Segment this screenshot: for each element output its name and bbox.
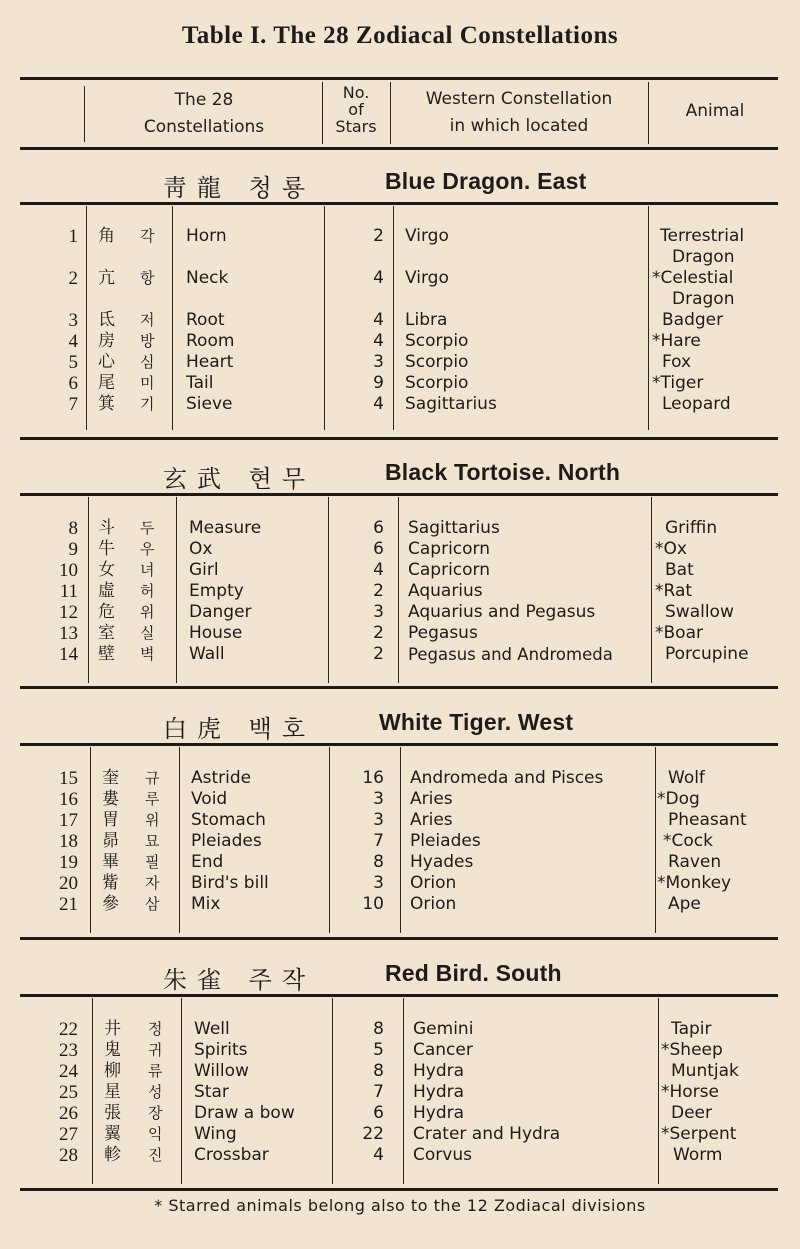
row-stars: 4 [373,310,384,330]
table-row-continuation [0,247,800,268]
section-cjk-title: 靑龍 청룡 [163,174,315,202]
row-chinese: 星 [104,1082,121,1102]
row-english-name: Crossbar [194,1145,269,1165]
header-bottom-rule [20,147,778,150]
row-stars: 3 [373,602,384,622]
row-chinese: 壁 [98,644,115,664]
row-korean: 두 [140,519,155,537]
table-row [0,623,800,644]
section-rule [20,202,778,205]
row-english-name: Wall [189,644,225,664]
row-stars: 4 [373,268,384,288]
row-chinese: 翼 [104,1124,121,1144]
row-english-name: Void [191,789,228,809]
row-stars: 8 [373,1019,384,1039]
section-cjk-title: 玄武 현무 [163,465,315,493]
row-western: Gemini [413,1019,474,1039]
section-rule [20,493,778,496]
header-constellations-line1: The 28 [174,90,234,110]
row-chinese: 昴 [102,831,119,851]
row-number: 24 [59,1061,78,1082]
row-western: Scorpio [405,352,469,372]
table-row [0,1124,800,1145]
row-stars: 2 [373,226,384,246]
row-korean: 방 [140,332,155,350]
table-row [0,1103,800,1124]
section-english-title: Red Bird. South [385,960,562,986]
row-animal: Raven [668,852,722,872]
row-chinese: 室 [98,623,115,643]
row-animal: Tapir [671,1019,712,1039]
header-divider [84,86,85,142]
table-row [0,394,800,415]
row-animal: Badger [662,310,724,330]
row-western: Orion [410,894,457,914]
row-animal: *Tiger [652,373,704,393]
row-english-name: Empty [189,581,244,601]
row-stars: 3 [373,789,384,809]
row-animal: *Dog [657,789,700,809]
row-english-name: Neck [186,268,229,288]
table-row [0,602,800,623]
row-english-name: Willow [194,1061,249,1081]
row-number: 20 [59,873,78,894]
row-chinese: 箕 [98,394,115,414]
row-chinese: 井 [104,1019,121,1039]
header-constellations-line2: Constellations [143,117,265,137]
row-chinese: 氐 [98,310,115,330]
row-chinese: 張 [104,1103,121,1123]
row-stars: 7 [373,831,384,851]
row-animal: *Ox [655,539,687,559]
row-chinese: 牛 [98,539,115,559]
row-korean: 항 [140,269,155,287]
row-animal: Fox [662,352,692,372]
row-animal-continuation: Dragon [672,289,735,309]
section-divider-rule [20,437,778,440]
table-bottom-rule [20,1188,778,1191]
row-english-name: Wing [194,1124,237,1144]
header-divider [390,82,391,144]
row-korean: 정 [148,1020,163,1038]
row-korean: 미 [140,374,155,392]
row-english-name: Heart [186,352,234,372]
row-english-name: Spirits [194,1040,248,1060]
row-english-name: Well [194,1019,230,1039]
row-animal: *Hare [652,331,701,351]
row-english-name: Sieve [186,394,233,414]
row-number: 18 [59,831,78,852]
row-korean: 귀 [148,1041,163,1059]
section-english-title: Black Tortoise. North [385,459,621,485]
row-western: Corvus [413,1145,472,1165]
table-row [0,1145,800,1166]
row-english-name: Bird's bill [191,873,269,893]
row-korean: 익 [148,1125,163,1143]
row-number: 6 [68,373,78,394]
row-chinese: 尾 [98,373,115,393]
row-korean: 장 [148,1104,163,1122]
row-western: Sagittarius [405,394,497,414]
row-western: Aquarius [408,581,483,601]
row-english-name: End [191,852,224,872]
row-stars: 22 [362,1124,384,1144]
row-korean: 허 [140,582,155,600]
row-animal: Ape [668,894,701,914]
row-stars: 10 [362,894,384,914]
table-row [0,539,800,560]
header-western [392,86,646,140]
row-stars: 3 [373,810,384,830]
row-stars: 3 [373,352,384,372]
row-korean: 저 [140,311,155,329]
section-rule [20,743,778,746]
row-korean: 벽 [140,645,155,663]
section-english-title: Blue Dragon. East [385,168,587,194]
row-english-name: Horn [186,226,227,246]
row-korean: 자 [145,874,160,892]
row-animal: Terrestrial [660,226,745,246]
row-animal: Griffin [665,518,718,538]
table-row [0,852,800,873]
header-stars-line1: No. [342,83,370,102]
row-stars: 6 [373,539,384,559]
row-western: Hyades [410,852,474,872]
row-number: 3 [68,310,78,331]
row-chinese: 心 [98,352,115,372]
row-stars: 3 [373,873,384,893]
row-chinese: 虛 [98,581,115,601]
row-western: Aries [410,810,453,830]
section-divider-rule [20,686,778,689]
table-row [0,560,800,581]
row-chinese: 參 [102,894,119,914]
row-korean: 실 [140,624,155,642]
row-english-name: Tail [186,373,214,393]
row-chinese: 房 [98,331,115,351]
row-animal: Bat [665,560,694,580]
row-korean: 삼 [145,895,160,913]
table-row [0,768,800,789]
row-animal: *Serpent [661,1124,737,1144]
row-number: 26 [59,1103,78,1124]
row-stars: 8 [373,1061,384,1081]
row-chinese: 亢 [98,268,115,288]
row-number: 12 [59,602,78,623]
row-korean: 심 [140,353,155,371]
header-constellations [90,87,318,141]
row-stars: 6 [373,1103,384,1123]
row-english-name: House [189,623,243,643]
row-western: Aquarius and Pegasus [408,602,596,622]
row-korean: 우 [140,540,155,558]
row-western: Hydra [413,1103,465,1123]
header-stars-line3: Stars [335,117,377,136]
footnote: * Starred animals belong also to the 12 Zodiacal divisions [154,1196,646,1215]
table-row [0,1061,800,1082]
row-stars: 5 [373,1040,384,1060]
table-row [0,810,800,831]
table-row [0,581,800,602]
row-number: 27 [59,1124,78,1145]
row-number: 23 [59,1040,78,1061]
row-animal: *Celestial [652,268,734,288]
row-stars: 8 [373,852,384,872]
table-row [0,310,800,331]
row-western: Scorpio [405,373,469,393]
row-western: Cancer [413,1040,473,1060]
row-western: Pegasus and Andromeda [408,645,613,664]
row-animal: Muntjak [671,1061,739,1081]
row-number: 8 [68,518,78,539]
row-western: Scorpio [405,331,469,351]
row-korean: 필 [145,853,160,871]
table-row [0,1019,800,1040]
row-western: Aries [410,789,453,809]
table-row [0,373,800,394]
row-korean: 각 [140,227,155,245]
row-chinese: 斗 [98,518,115,538]
row-animal: Leopard [662,394,731,414]
row-stars: 16 [362,768,384,788]
row-animal: Swallow [665,602,734,622]
row-number: 17 [59,810,78,831]
row-korean: 위 [145,811,160,829]
row-english-name: Danger [189,602,252,622]
row-stars: 2 [373,581,384,601]
row-number: 1 [68,226,78,247]
row-stars: 4 [373,1145,384,1165]
row-number: 19 [59,852,78,873]
row-korean: 진 [148,1146,163,1164]
row-number: 5 [68,352,78,373]
row-number: 11 [59,581,78,602]
row-animal: Worm [673,1145,723,1165]
table-row [0,894,800,915]
table-row [0,331,800,352]
row-western: Andromeda and Pisces [410,768,604,788]
row-korean: 규 [145,769,160,787]
row-number: 9 [68,539,78,560]
row-western: Virgo [405,268,449,288]
row-western: Pegasus [408,623,478,643]
row-chinese: 胃 [102,810,119,830]
row-animal-continuation: Dragon [672,247,735,267]
row-number: 13 [59,623,78,644]
row-western: Pleiades [410,831,481,851]
header-stars-line2: of [348,100,364,119]
row-stars: 4 [373,394,384,414]
row-korean: 녀 [140,561,155,579]
table-row [0,831,800,852]
row-chinese: 柳 [104,1061,121,1081]
row-number: 28 [59,1145,78,1166]
row-western: Sagittarius [408,518,500,538]
table-title: Table I. The 28 Zodiacal Constellations [181,22,619,49]
table-row [0,268,800,289]
row-korean: 위 [140,603,155,621]
row-animal: Porcupine [665,644,749,664]
table-row [0,226,800,247]
row-western: Hydra [413,1061,465,1081]
row-number: 14 [59,644,78,665]
row-english-name: Astride [191,768,252,788]
row-english-name: Measure [189,518,262,538]
row-number: 4 [68,331,78,352]
header-stars [324,84,388,135]
row-animal: Wolf [668,768,705,788]
row-chinese: 婁 [102,789,119,809]
row-western: Orion [410,873,457,893]
row-english-name: Mix [191,894,221,914]
section-english-title: White Tiger. West [379,709,574,735]
row-chinese: 奎 [102,768,119,788]
row-stars: 6 [373,518,384,538]
row-chinese: 觜 [102,873,119,893]
row-animal: *Boar [655,623,703,643]
row-number: 22 [59,1019,78,1040]
row-stars: 7 [373,1082,384,1102]
row-english-name: Room [186,331,235,351]
section-rule [20,994,778,997]
section-divider-rule [20,937,778,940]
header-animal: Animal [685,101,745,121]
row-korean: 성 [148,1083,163,1101]
row-korean: 기 [140,395,155,413]
row-western: Virgo [405,226,449,246]
row-western: Hydra [413,1082,465,1102]
row-english-name: Girl [189,560,219,580]
row-english-name: Pleiades [191,831,262,851]
row-stars: 9 [373,373,384,393]
table-row [0,789,800,810]
row-animal: *Rat [655,581,693,601]
header-top-rule [20,77,778,80]
row-western: Capricorn [408,560,491,580]
header-divider [648,82,649,144]
row-animal: Pheasant [668,810,747,830]
row-chinese: 畢 [102,852,119,872]
row-western: Libra [405,310,448,330]
row-korean: 루 [145,790,160,808]
row-number: 2 [68,268,78,289]
row-animal: *Horse [661,1082,719,1102]
row-stars: 2 [373,644,384,664]
row-number: 25 [59,1082,78,1103]
row-english-name: Stomach [191,810,266,830]
row-chinese: 危 [98,602,115,622]
section-cjk-title: 白虎 백호 [163,715,315,743]
row-western: Capricorn [408,539,491,559]
row-animal: *Sheep [661,1040,723,1060]
row-chinese: 角 [98,226,115,246]
row-english-name: Star [194,1082,229,1102]
row-stars: 4 [373,560,384,580]
header-western-line2: in which located [449,116,589,136]
row-number: 7 [68,394,78,415]
row-number: 21 [59,894,78,915]
row-korean: 류 [148,1062,163,1080]
row-western: Crater and Hydra [413,1124,561,1144]
row-chinese: 軫 [104,1145,121,1165]
table-row [0,644,800,665]
table-row-continuation [0,289,800,310]
row-chinese: 鬼 [104,1040,121,1060]
table-row [0,1082,800,1103]
row-number: 16 [59,789,78,810]
row-korean: 묘 [145,832,160,850]
section-cjk-title: 朱雀 주작 [163,966,315,994]
header-western-line1: Western Constellation [425,89,613,109]
row-chinese: 女 [98,560,115,580]
row-animal: Deer [671,1103,712,1123]
row-english-name: Draw a bow [194,1103,295,1123]
row-stars: 2 [373,623,384,643]
table-row [0,873,800,894]
row-number: 10 [59,560,78,581]
table-row [0,1040,800,1061]
row-number: 15 [59,768,78,789]
row-english-name: Root [186,310,225,330]
table-row [0,352,800,373]
table-row [0,518,800,539]
row-animal: *Monkey [657,873,732,893]
header-divider [322,82,323,144]
row-animal: *Cock [663,831,713,851]
row-english-name: Ox [189,539,213,559]
row-stars: 4 [373,331,384,351]
